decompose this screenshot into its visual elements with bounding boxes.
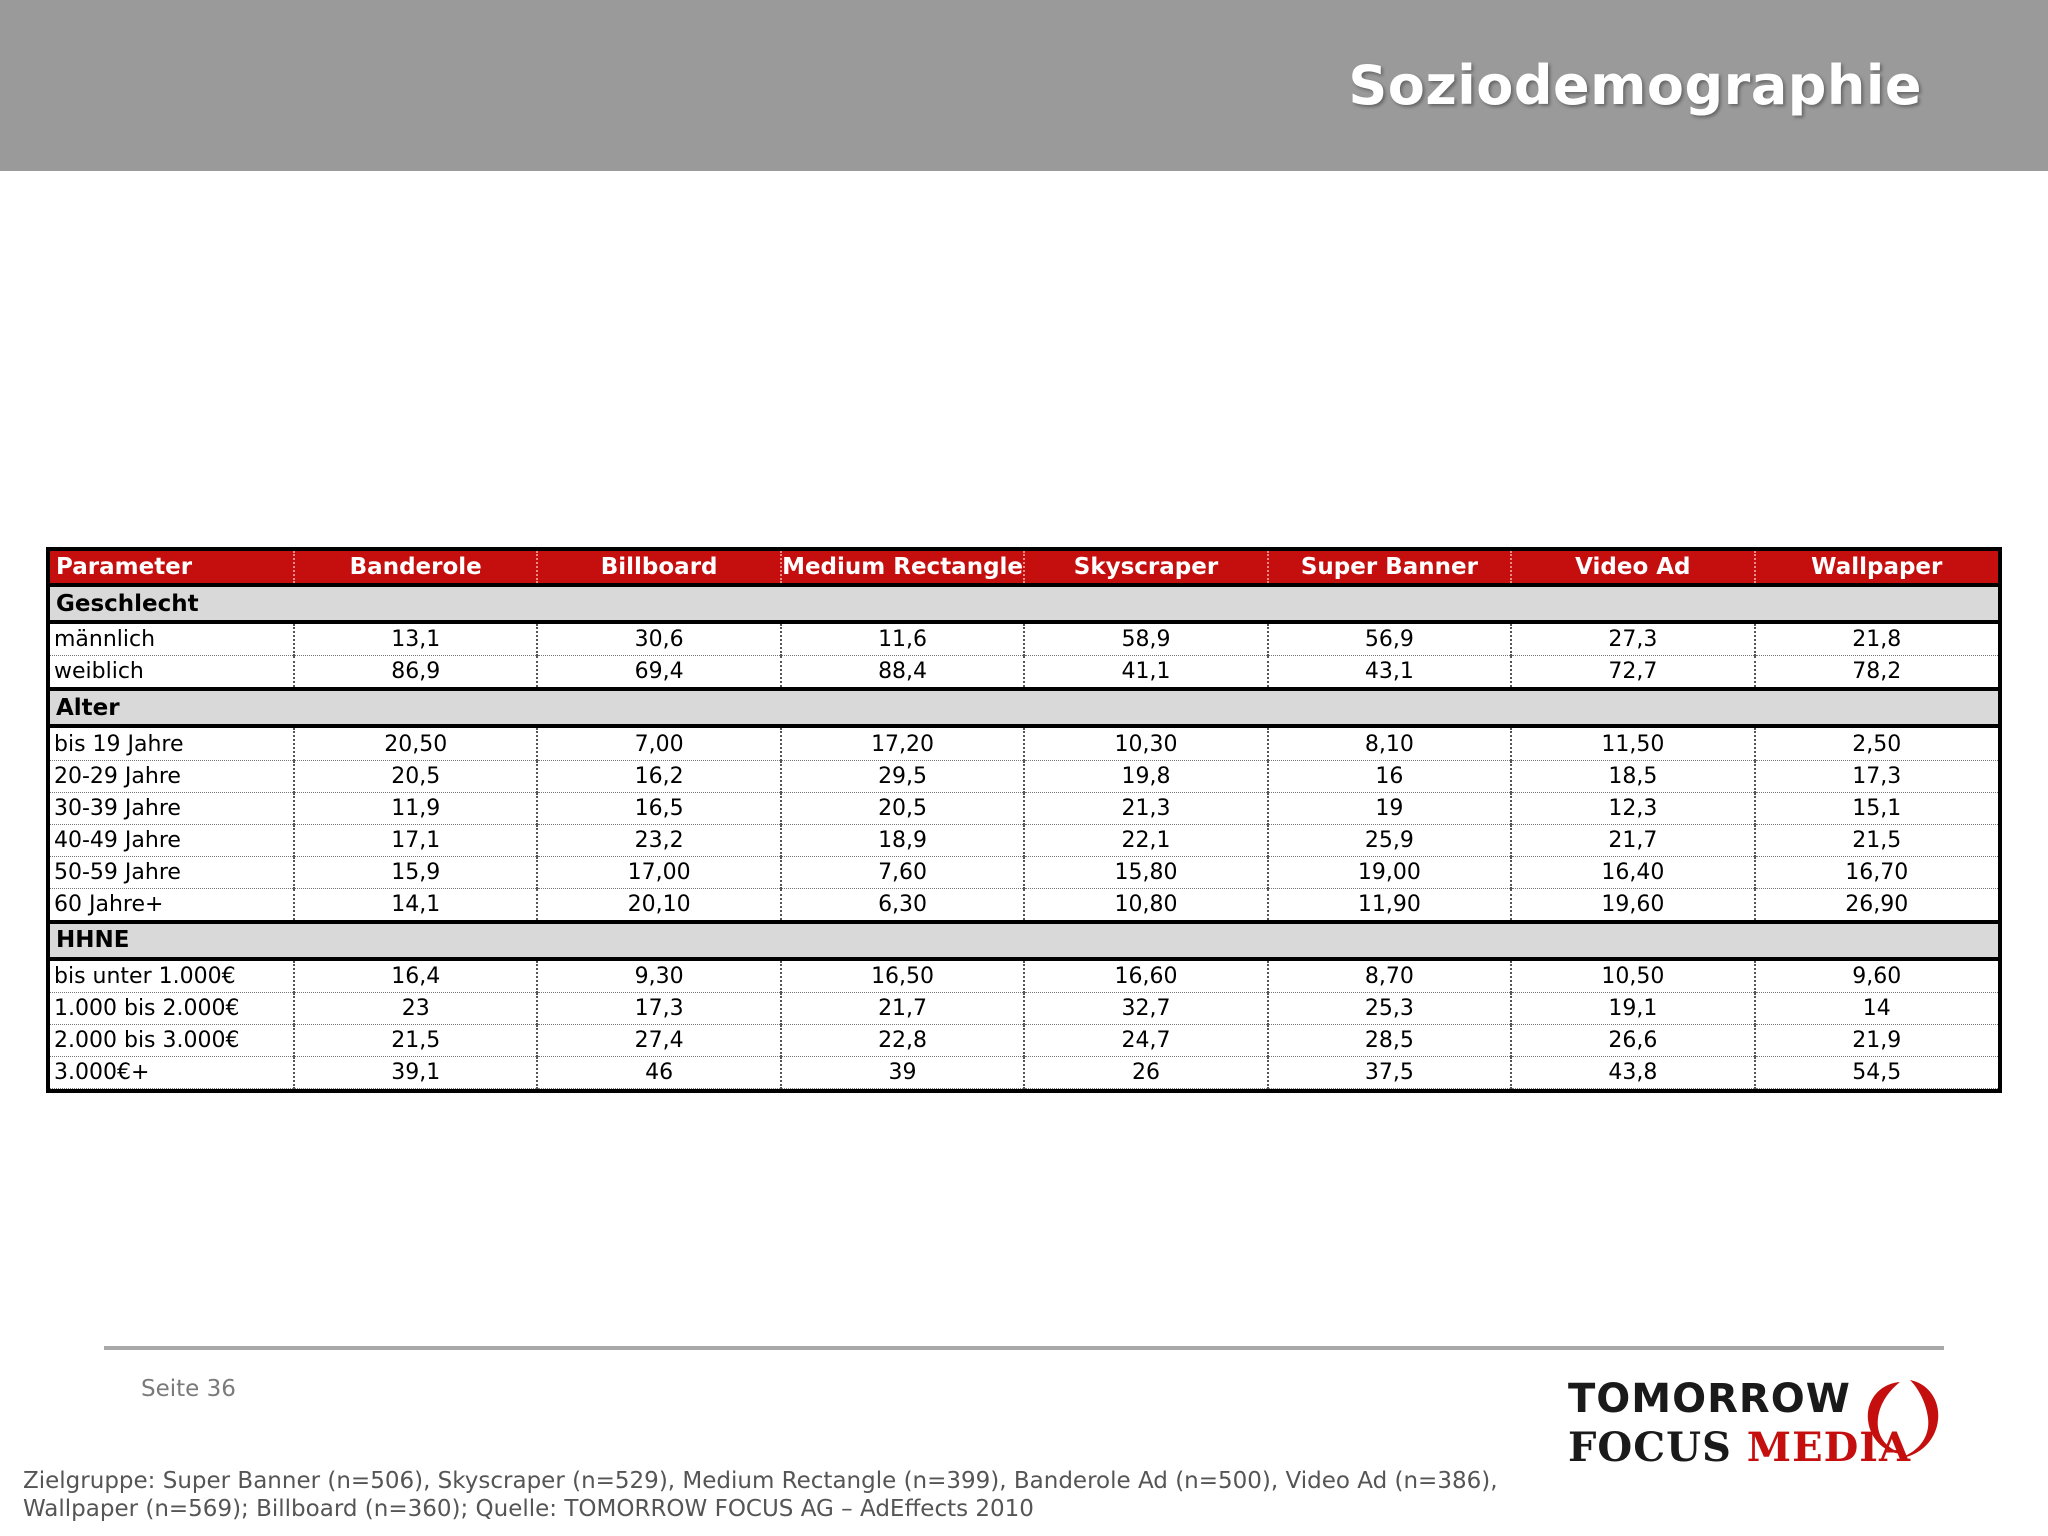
table-cell: 8,70 (1268, 959, 1511, 993)
table-cell: 43,1 (1268, 656, 1511, 690)
table-cell: 17,3 (1755, 760, 1998, 792)
table-cell: 7,00 (537, 726, 780, 760)
table-cell: 21,5 (1755, 824, 1998, 856)
table-cell: 14,1 (294, 888, 537, 922)
table-cell: 28,5 (1268, 1024, 1511, 1056)
page-title: Soziodemographie (1348, 54, 1922, 117)
data-table-container (46, 547, 2002, 1093)
row-label: bis 19 Jahre (50, 726, 294, 760)
table-cell: 11,9 (294, 792, 537, 824)
column-header: Super Banner (1268, 551, 1511, 585)
table-row (50, 726, 1998, 760)
table-cell: 18,5 (1511, 760, 1754, 792)
table-cell: 11,90 (1268, 888, 1511, 922)
table-cell: 27,4 (537, 1024, 780, 1056)
table-cell: 37,5 (1268, 1056, 1511, 1088)
table-cell: 23,2 (537, 824, 780, 856)
table-cell: 56,9 (1268, 622, 1511, 656)
table-cell: 17,20 (781, 726, 1024, 760)
table-cell: 20,5 (781, 792, 1024, 824)
header-bar (0, 0, 2048, 171)
table-cell: 32,7 (1024, 992, 1267, 1024)
row-label: weiblich (50, 656, 294, 690)
table-cell: 78,2 (1755, 656, 1998, 690)
table-cell: 6,30 (781, 888, 1024, 922)
logo-ring-icon (1860, 1374, 1944, 1464)
row-label: 50-59 Jahre (50, 856, 294, 888)
table-row (50, 1056, 1998, 1088)
table-cell: 21,7 (781, 992, 1024, 1024)
column-header: Banderole (294, 551, 537, 585)
table-cell: 22,8 (781, 1024, 1024, 1056)
table-row (50, 656, 1998, 690)
column-header: Parameter (50, 551, 294, 585)
table-cell: 19,8 (1024, 760, 1267, 792)
table-cell: 20,10 (537, 888, 780, 922)
logo-text-media: MEDIA (1746, 1424, 1911, 1471)
tomorrow-focus-media-logo (1568, 1372, 1948, 1472)
table-cell: 17,00 (537, 856, 780, 888)
page-number: Seite 36 (141, 1376, 236, 1402)
table-cell: 2,50 (1755, 726, 1998, 760)
column-header: Medium Rectangle (781, 551, 1024, 585)
table-cell: 11,50 (1511, 726, 1754, 760)
table-body (50, 585, 1998, 1089)
source-note-line: Wallpaper (n=569); Billboard (n=360); Quelle: TOMORROW FOCUS AG – AdEffects 2010 (23, 1496, 1034, 1522)
table-cell: 21,5 (294, 1024, 537, 1056)
row-label: 30-39 Jahre (50, 792, 294, 824)
table-cell: 26 (1024, 1056, 1267, 1088)
table-cell: 9,60 (1755, 959, 1998, 993)
source-note-line: Zielgruppe: Super Banner (n=506), Skyscraper (n=529), Medium Rectangle (n=399), Banderole Ad (n=500), Video Ad (n=386), (23, 1468, 1498, 1494)
column-header: Video Ad (1511, 551, 1754, 585)
row-label: 60 Jahre+ (50, 888, 294, 922)
section-row (50, 922, 1998, 959)
section-title: Alter (50, 689, 1998, 726)
row-label: männlich (50, 622, 294, 656)
footer-divider (104, 1346, 1944, 1350)
table-row (50, 824, 1998, 856)
logo-text-focus: FOCUS (1568, 1424, 1732, 1471)
row-label: 2.000 bis 3.000€ (50, 1024, 294, 1056)
table-cell: 7,60 (781, 856, 1024, 888)
table-cell: 13,1 (294, 622, 537, 656)
table-cell: 17,1 (294, 824, 537, 856)
section-row (50, 689, 1998, 726)
table-cell: 16,4 (294, 959, 537, 993)
table-cell: 21,9 (1755, 1024, 1998, 1056)
table-cell: 54,5 (1755, 1056, 1998, 1088)
table-cell: 39,1 (294, 1056, 537, 1088)
table-cell: 72,7 (1511, 656, 1754, 690)
table-cell: 41,1 (1024, 656, 1267, 690)
section-title: Geschlecht (50, 585, 1998, 622)
table-cell: 26,90 (1755, 888, 1998, 922)
table-cell: 21,8 (1755, 622, 1998, 656)
table-cell: 25,9 (1268, 824, 1511, 856)
table-cell: 86,9 (294, 656, 537, 690)
table-cell: 10,30 (1024, 726, 1267, 760)
table-cell: 15,80 (1024, 856, 1267, 888)
table-row (50, 792, 1998, 824)
table-row (50, 888, 1998, 922)
table-cell: 11,6 (781, 622, 1024, 656)
table-row (50, 622, 1998, 656)
column-header: Wallpaper (1755, 551, 1998, 585)
table-cell: 43,8 (1511, 1056, 1754, 1088)
table-cell: 20,50 (294, 726, 537, 760)
table-cell: 69,4 (537, 656, 780, 690)
row-label: 40-49 Jahre (50, 824, 294, 856)
table-cell: 23 (294, 992, 537, 1024)
table-cell: 20,5 (294, 760, 537, 792)
table-row (50, 959, 1998, 993)
section-row (50, 585, 1998, 622)
table-cell: 30,6 (537, 622, 780, 656)
table-cell: 12,3 (1511, 792, 1754, 824)
table-cell: 16,40 (1511, 856, 1754, 888)
table-cell: 16,60 (1024, 959, 1267, 993)
table-cell: 18,9 (781, 824, 1024, 856)
row-label: bis unter 1.000€ (50, 959, 294, 993)
table-cell: 10,50 (1511, 959, 1754, 993)
table-cell: 22,1 (1024, 824, 1267, 856)
table-cell: 58,9 (1024, 622, 1267, 656)
table-cell: 21,7 (1511, 824, 1754, 856)
table-cell: 19,60 (1511, 888, 1754, 922)
table-cell: 26,6 (1511, 1024, 1754, 1056)
table-cell: 19,00 (1268, 856, 1511, 888)
table-cell: 16,70 (1755, 856, 1998, 888)
row-label: 3.000€+ (50, 1056, 294, 1088)
table-cell: 19,1 (1511, 992, 1754, 1024)
sociodemographics-table (50, 551, 1998, 1089)
table-cell: 46 (537, 1056, 780, 1088)
row-label: 20-29 Jahre (50, 760, 294, 792)
table-cell: 25,3 (1268, 992, 1511, 1024)
row-label: 1.000 bis 2.000€ (50, 992, 294, 1024)
table-cell: 15,9 (294, 856, 537, 888)
column-header: Skyscraper (1024, 551, 1267, 585)
table-header-row (50, 551, 1998, 585)
table-cell: 19 (1268, 792, 1511, 824)
table-cell: 17,3 (537, 992, 780, 1024)
source-note (23, 1467, 1583, 1523)
column-header: Billboard (537, 551, 780, 585)
table-row (50, 760, 1998, 792)
table-cell: 21,3 (1024, 792, 1267, 824)
table-row (50, 856, 1998, 888)
table-cell: 14 (1755, 992, 1998, 1024)
table-cell: 16,5 (537, 792, 780, 824)
section-title: HHNE (50, 922, 1998, 959)
table-cell: 10,80 (1024, 888, 1267, 922)
table-cell: 16,50 (781, 959, 1024, 993)
table-cell: 24,7 (1024, 1024, 1267, 1056)
table-cell: 27,3 (1511, 622, 1754, 656)
table-cell: 9,30 (537, 959, 780, 993)
table-row (50, 992, 1998, 1024)
table-cell: 16,2 (537, 760, 780, 792)
table-cell: 88,4 (781, 656, 1024, 690)
table-cell: 16 (1268, 760, 1511, 792)
table-cell: 29,5 (781, 760, 1024, 792)
table-cell: 15,1 (1755, 792, 1998, 824)
logo-text-tomorrow: TOMORROW (1568, 1376, 1851, 1422)
table-cell: 39 (781, 1056, 1024, 1088)
table-cell: 8,10 (1268, 726, 1511, 760)
table-row (50, 1024, 1998, 1056)
